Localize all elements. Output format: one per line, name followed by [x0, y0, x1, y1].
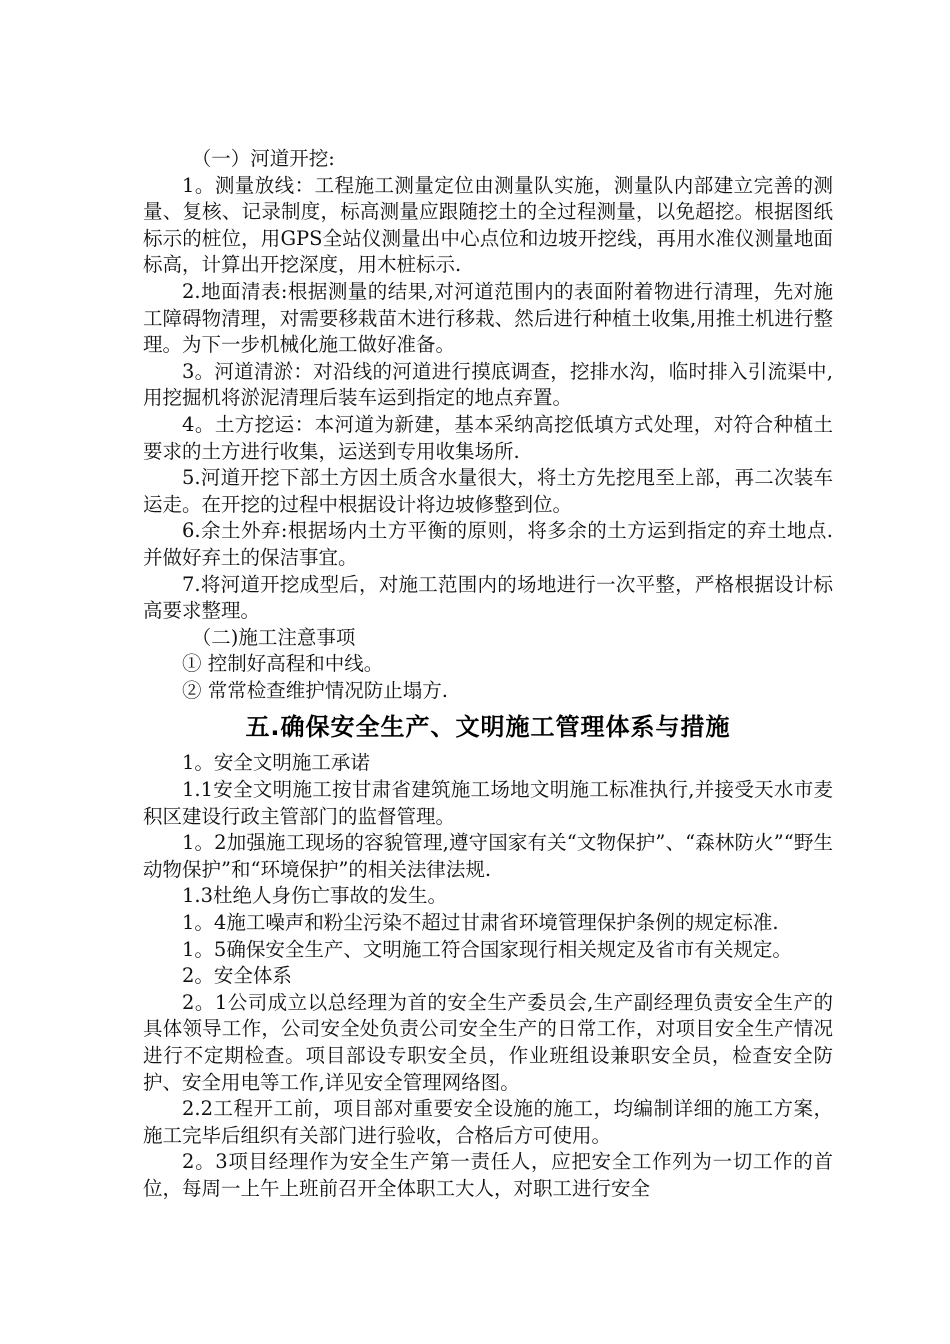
- paragraph-1-3: 1.3杜绝人身伤亡事故的发生。: [182, 884, 448, 908]
- paragraph-2-2: 2.2工程开工前，项目部对重要安全设施的施工，均编制详细的施工方案，施工完毕后组织有关部门进行验收，合格后方可使用。: [143, 1097, 833, 1147]
- paragraph-ground-clearing: 2.地面清表:根据测量的结果,对河道范围内的表面附着物进行清理，先对施工障碍物清理，对需要移栽苗木进行移栽、然后进行种植土收集,用推土机进行整理。为下一步机械化施工做好准备。: [143, 279, 833, 357]
- paragraph-surplus-soil: 6.余土外弃:根据场内土方平衡的原则，将多余的土方运到指定的弃土地点.并做好弃土的保洁事宜。: [143, 519, 833, 569]
- paragraph-1-2: 1。2加强施工现场的容貌管理,遵守国家有关“文物保护”、“森林防火”“野生动物保护”和“环境保护”的相关法律法规.: [143, 831, 833, 881]
- section-title-safety: 五.确保安全生产、文明施工管理体系与措施: [245, 713, 731, 742]
- section-heading-river-excavation: （一）河道开挖:: [191, 147, 335, 170]
- document-body: [143, 146, 833, 1203]
- section-heading-construction-notes: （二)施工注意事项: [191, 625, 356, 649]
- note-item-collapse-check: ② 常常检查维护情况防止塌方.: [182, 678, 448, 702]
- paragraph-earthwork-transport: 4。土方挖运：本河道为新建，基本采纳高挖低填方式处理，对符合种植土要求的土方进行收集，运送到专用收集场所.: [143, 412, 833, 463]
- paragraph-site-leveling: 7.将河道开挖成型后，对施工范围内的场地进行一次平整，严格根据设计标高要求整理。: [143, 572, 833, 623]
- paragraph-2-3: 2。3项目经理作为安全生产第一责任人，应把安全工作列为一切工作的首位，每周一上午上班前召开全体职工大人，对职工进行安全: [143, 1150, 833, 1200]
- paragraph-1-4: 1。4施工噪声和粉尘污染不超过甘肃省环境管理保护条例的规定标准.: [182, 911, 779, 935]
- paragraph-2-1: 2。1公司成立以总经理为首的安全生产委员会,生产副经理负责安全生产的具体领导工作，公司安全处负责公司安全生产的日常工作，对项目安全生产情况进行不定期检查。项目部设专职安全员，作业班组设兼职安全员，检查安全防护、安全用电等工作,详见安全管理网络图。: [143, 990, 833, 1094]
- paragraph-safety-commitment: 1。安全文明施工承诺: [182, 751, 370, 775]
- paragraph-lower-earthwork: 5.河道开挖下部土方因土质含水量很大，将土方先挖甩至上部，再二次装车运走。在开挖的过程中根据设计将边坡修整到位。: [143, 466, 833, 516]
- note-item-elevation: ① 控制好高程和中线。: [182, 652, 384, 676]
- paragraph-survey-layout: 1。测量放线：工程施工测量定位由测量队实施，测量队内部建立完善的测量、复核、记录制度，标高测量应跟随挖土的全过程测量，以免超挖。根据图纸标示的桩位，用GPS全站仪测量出中心点位和边坡开挖线，再用水准仪测量地面标高，计算出开挖深度，用木桩标示.: [143, 173, 833, 277]
- paragraph-1-1: 1.1安全文明施工按甘肃省建筑施工场地文明施工标准执行,并接受天水市麦积区建设行政主管部门的监督管理。: [143, 778, 833, 828]
- paragraph-river-dredging: 3。河道清淤：对沿线的河道进行摸底调查，挖排水沟，临时排入引流渠中,用挖掘机将淤泥清理后装车运到指定的地点弃置。: [143, 359, 833, 410]
- paragraph-safety-system: 2。安全体系: [182, 964, 292, 988]
- paragraph-1-5: 1。5确保安全生产、文明施工符合国家现行相关规定及省市有关规定。: [182, 937, 792, 961]
